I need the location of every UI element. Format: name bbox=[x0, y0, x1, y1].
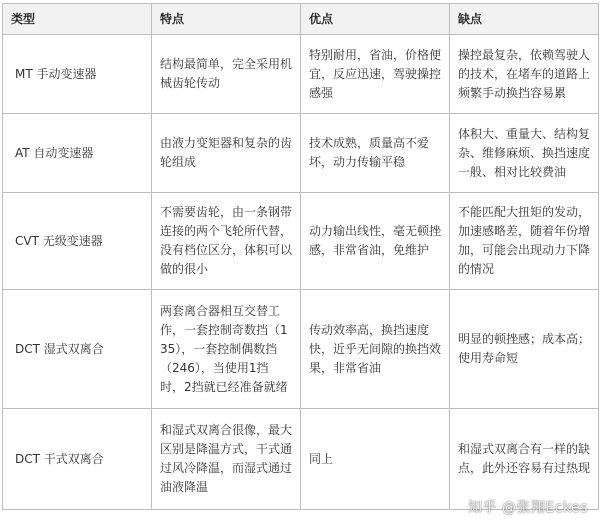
type-cell: DCT 湿式双离合 bbox=[3, 290, 152, 409]
table-row bbox=[3, 35, 599, 114]
type-cell: CVT 无级变速器 bbox=[3, 193, 152, 290]
header-row bbox=[3, 4, 599, 35]
type-cell: MT 手动变速器 bbox=[3, 35, 152, 114]
pros-cell: 动力输出线性，毫无顿挫感，非常省油，免维护 bbox=[301, 193, 450, 290]
type-cell: DCT 干式双离合 bbox=[3, 409, 152, 510]
cons-cell: 操控最复杂，依赖驾驶人的技术，在堵车的道路上频繁手动换挡容易累 bbox=[450, 35, 599, 114]
pros-cell: 传动效率高，换挡速度快，近乎无间隙的换挡效果，非常省油 bbox=[301, 290, 450, 409]
header-features: 特点 bbox=[152, 4, 301, 35]
type-cell: AT 自动变速器 bbox=[3, 114, 152, 193]
cons-cell: 体积大、重量大、结构复杂、维修麻烦、换挡速度一般、相对比较费油 bbox=[450, 114, 599, 193]
header-pros: 优点 bbox=[301, 4, 450, 35]
pros-cell: 技术成熟，质量高不爱坏，动力传输平稳 bbox=[301, 114, 450, 193]
header-type: 类型 bbox=[3, 4, 152, 35]
table-row bbox=[3, 290, 599, 409]
transmission-comparison-table bbox=[2, 3, 599, 510]
table-row bbox=[3, 193, 599, 290]
zhihu-watermark: 知乎 @张翔Eckes bbox=[467, 500, 588, 516]
features-cell: 结构最简单，完全采用机械齿轮传动 bbox=[152, 35, 301, 114]
cons-cell: 明显的顿挫感；成本高；使用寿命短 bbox=[450, 290, 599, 409]
features-cell: 不需要齿轮，由一条钢带连接的两个飞轮所代替，没有档位区分，体积可以做的很小 bbox=[152, 193, 301, 290]
pros-cell: 同上 bbox=[301, 409, 450, 510]
table-row bbox=[3, 114, 599, 193]
features-cell: 由液力变矩器和复杂的齿轮组成 bbox=[152, 114, 301, 193]
features-cell: 两套离合器相互交替工作，一套控制奇数挡（135），一套控制偶数挡（246），当使用1挡时，2挡就已经准备就绪 bbox=[152, 290, 301, 409]
header-cons: 缺点 bbox=[450, 4, 599, 35]
table-row bbox=[3, 409, 599, 510]
pros-cell: 特别耐用，省油，价格便宜，反应迅速，驾驶操控感强 bbox=[301, 35, 450, 114]
cons-cell: 不能匹配大扭矩的发动，加速感略差，随着年份增加，可能会出现动力下降的情况 bbox=[450, 193, 599, 290]
features-cell: 和湿式双离合很像，最大区别是降温方式，干式通过风冷降温，而湿式通过油液降温 bbox=[152, 409, 301, 510]
cons-cell: 和湿式双离合有一样的缺点，此外还容易有过热现 bbox=[450, 409, 599, 510]
